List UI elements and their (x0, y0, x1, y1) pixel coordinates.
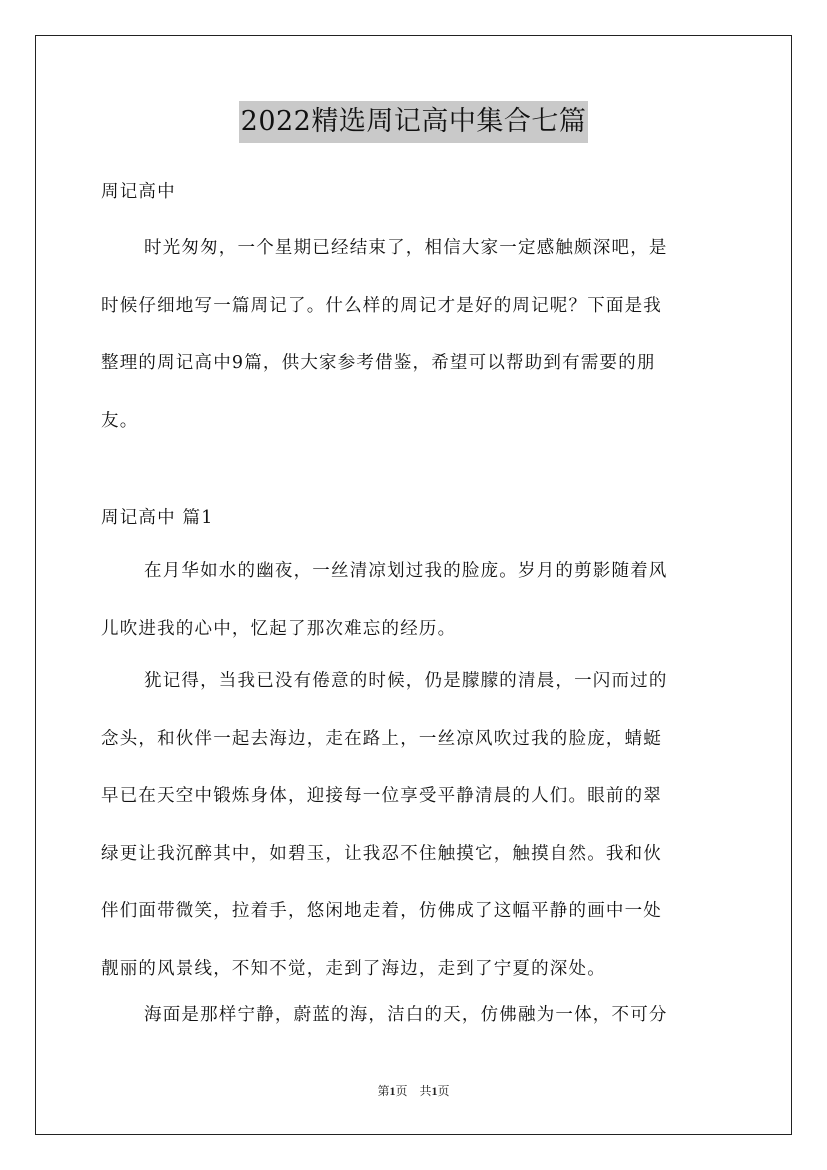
page-footer (0, 1082, 827, 1099)
intro-line: 友。 (101, 410, 139, 431)
footer-suffix: 页 (437, 1084, 450, 1098)
paragraph-line: 靓丽的风景线，不知不觉，走到了海边，走到了宁夏的深处。 (101, 958, 606, 979)
paragraph-line: 伴们面带微笑，拉着手，悠闲地走着，仿佛成了这幅平静的画中一处 (101, 901, 662, 921)
paragraph-line: 早已在天空中锻炼身体，迎接每一位享受平静清晨的人们。眼前的翠 (101, 786, 662, 806)
paragraph-line: 海面是那样宁静，蔚蓝的海，洁白的天，仿佛融为一体，不可分 (144, 1005, 668, 1025)
paragraph-line: 绿更让我沉醉其中，如碧玉，让我忍不住触摸它，触摸自然。我和伙 (101, 843, 662, 864)
footer-page-total: 1 (431, 1084, 438, 1098)
paragraph-line: 儿吹进我的心中，忆起了那次难忘的经历。 (101, 618, 457, 639)
paragraph-1 (101, 543, 729, 658)
footer-prefix: 第 (377, 1084, 390, 1098)
paragraph-line: 犹记得，当我已没有倦意的时候，仍是朦朦的清晨，一闪而过的 (144, 671, 668, 691)
footer-page-number: 1 (389, 1084, 396, 1098)
footer-mid: 页 共 (395, 1084, 432, 1098)
paragraph-line: 在月华如水的幽夜，一丝清凉划过我的脸庞。岁月的剪影随着风 (144, 561, 668, 581)
paragraph-2 (101, 653, 729, 998)
intro-line: 整理的周记高中9篇，供大家参考借鉴，希望可以帮助到有需要的朋 (101, 353, 656, 373)
paragraph-line: 念头，和伙伴一起去海边，走在路上，一丝凉风吹过我的脸庞，蜻蜓 (101, 728, 662, 749)
chapter-heading: 周记高中 篇1 (101, 508, 214, 528)
intro-paragraph (101, 220, 729, 450)
section-heading: 周记高中 (101, 182, 176, 202)
title-container (0, 101, 827, 143)
intro-line: 时光匆匆，一个星期已经结束了，相信大家一定感触颇深吧，是 (144, 238, 668, 258)
intro-line: 时候仔细地写一篇周记了。什么样的周记才是好的周记呢？下面是我 (101, 295, 662, 316)
paragraph-3 (101, 987, 729, 1045)
document-title: 2022精选周记高中集合七篇 (239, 101, 589, 143)
